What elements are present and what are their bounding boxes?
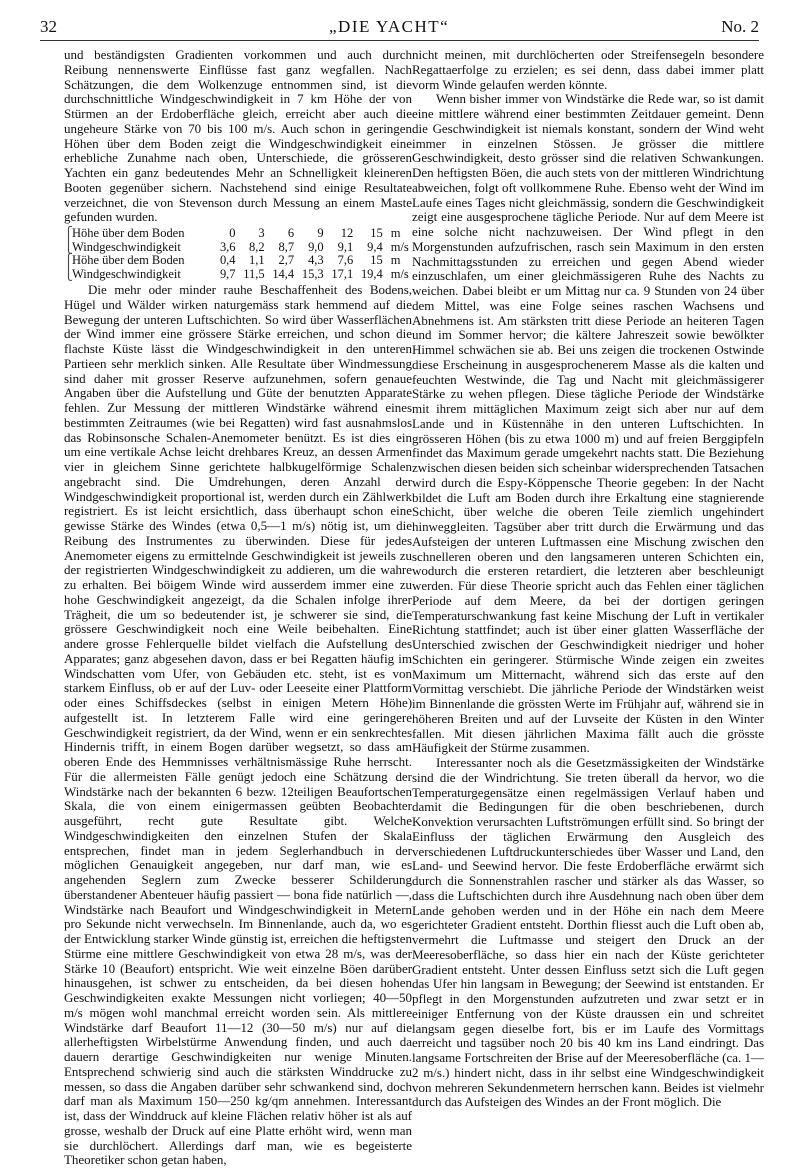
paragraph: Die mehr oder minder rauhe Beschaffenheit des Bodens, Hügel und Wälder wirken naturgemäss stark hemmend auf die Bewegung der unteren Luftschichten. So wird über Wasserflächen der Wind immer eine grössere Stärke erreichen, und schon die flachste Küste lässt die Windgeschwindigkeit in den unteren Partieen sehr merklich sinken. Alle Resultate über Windmessung sind daher mit grosser Reserve aufzunehmen, sofern genaue Angaben über die Aufstellung und Güte der benutzten Apparate fehlen. Zur Messung der mittleren Windstärke während eines bestimmten Zeitraumes (wie bei Regatten) wird fast ausnahmslos das Robinsonsche Schalen-Anemometer benützt. Es ist dies ein um eine vertikale Achse leicht drehbares Kreuz, an dessen Armen vier in gleichem Sinne gerichtete halbkugelförmige Schalen angebracht sind. Die Umdrehungen, deren Anzahl der Windgeschwindigkeit proportional ist, werden durch ein Zählwerk registriert. Es ist leicht ersichtlich, dass überhaupt schon eine gewisse Stärke des Windes (etwa 0,5—1 m/s) nötig ist, um die Reibung des Instrumentes zu überwinden. Diese für jedes Anemometer eigens zu ermittelnde Geschwindigkeit ist jeweils zu der registrierten Windgeschwindigkeit zu addieren, um die wahre zu erhalten. Bei böigem Winde wird ausserdem immer eine zu hohe Geschwindigkeit angezeigt, da die Schalen infolge ihrer Trägheit, die um so bedeutender ist, je schwerer sie sind, die grössere Geschwindigkeit noch eine Weile beibehalten. Eine andere grosse Fehlerquelle bildet vielfach die Aufstellung des Apparates; ganz abgesehen davon, dass er bei Regatten häufig im Windschatten vom Ufer, von Gebäuden etc. steht, ist es von starkem Einfluss, ob er auf der Luv- oder Leeseite einer Plattform oder eines Schiffsdeckes (selbst in einigen Metern Höhe) aufgestellt ist. In letzterem Falle wird eine geringere Geschwindigkeit registriert, da der Wind, wenn er ein senkrechtes Hindernis trifft, in einem Bogen darüber wegsetzt, so dass am oberen Ende des Hemmnisses verhältnismässige Ruhe herrscht. Für die allermeisten Fälle genügt jedoch eine Schätzung der Windstärke nach der bekannten 6 bezw. 12teiligen Beaufortschen Skala, die von einem einigermassen geübten Beobachter ausgeführt, recht gute Resultate gibt. Welche Windgeschwindigkeiten den einzelnen Stufen der Skala entsprechen, findet man in jedem Seglerhandbuch in der möglichen Genauigkeit angegeben, nur darf man, wie es angehenden Seglern zum Zwecke besserer Schilderung überstandener Abenteuer häufig passiert — bona fide natürlich —, Windstärke nach Beaufort und Windgeschwindigkeit in Metern pro Sekunde nicht verwechseln. Im Binnenlande, auch da, wo es der Entwicklung starker Winde günstig ist, erreichen die heftigsten Stürme eine mittlere Geschwindigkeit von etwa 28 m/s, was der Stärke 10 (Beaufort) entspricht. Wie weit einzelne Böen darüber hinausgehen, ist schwer zu entscheiden, da bei diesen hohen Geschwindigkeiten exakte Messungen nicht vorliegen; 40—50 m/s mögen wohl manchmal erreicht worden sein. Als mittlere Windstärke darf Beaufort 11—12 (30—50 m/s) nur auf die allerheftigsten Wirbelstürme Anwendung finden, und auch da dauern derartige Geschwindigkeiten nur wenige Minuten. Entsprechend schwierig sind auch die stärksten Winddrucke zu messen, so dass die Angaben darüber sehr schwankend sind, doch darf man als Maximum 150—250 kg/qm annehmen. Interessant ist, dass der Winddruck auf kleine Flächen relativ höher ist als auf grosse, weshalb der Druck auf eine Platte erhöht wird, wenn man sie durchlöchert. Allerdings darf man, wie es begeisterte Theoretiker schon getan haben, — [64, 282, 412, 1168]
left-column — [64, 48, 412, 1168]
paragraph: und beständigsten Gradienten vorkommen und auch durch Reibung nennenswerte Einflüsse fast ganz wegfallen. Nach Schätzungen, die dem Wolkenzuge entnommen sind, ist die durchschnittliche Windgeschwindigkeit in 7 km Höhe der von Stürmen an der Erdoberfläche gleich, erreicht aber auch die ungeheure Stärke von 70 bis 100 m/s. Auch schon in geringen Höhen über dem Boden zeigt die Windgeschwindigkeit eine erhebliche Zunahme nach oben, Unterschiede, die grösseren Yachten ein ganz bedeutendes Mehr an Schnelligkeit kleineren Booten gegenüber sichern. Nachstehend sind einige Resultate verzeichnet, die von Stevenson durch Messung an einem Maste gefunden wurden. — [64, 47, 412, 225]
brace-mark: ⎧ — [64, 226, 73, 240]
table-cell: 15 — [370, 226, 383, 240]
table-row — [64, 268, 412, 282]
brace-mark: ⎧ — [64, 253, 73, 267]
page-header — [40, 14, 759, 41]
table-unit: m/s — [390, 266, 409, 281]
table-cell: 14,4 — [272, 266, 295, 281]
table-row — [64, 254, 412, 268]
paragraph: Interessanter noch als die Gesetzmässigkeiten der Windstärke sind die der Windrichtung. Sie treten überall da hervor, wo die Temperaturgegensätze einen regelmässigen Verlauf haben und damit die Bedingungen für die oben beschriebenen, durch Konvektion verursachten Luftströmungen erfüllt sind. So bringt der Einfluss der täglichen Erwärmung den Ausgleich des verschiedenen Luftdruckunterschiedes über Wasser und Land, den Land- und Seewind hervor. Die feste Erdoberfläche erwärmt sich durch die Sonnenstrahlen rascher und stärker als das Wasser, so dass die Luftschichten durch ihre Ausdehnung nach oben über dem Lande gehoben werden und in der Höhe ein nach dem Meere gerichteter Gradient entsteht. Dorthin fliesst auch die Luft oben ab, vermehrt die Luftmasse und steigert den Druck an der Meeresoberfläche, so dass hier ein nach der Küste gerichteter Gradient entsteht. Unter dessen Einfluss setzt sich die Luft gegen das Ufer hin langsam in Bewegung; der Seewind ist entstanden. Er pflegt in den Morgenstunden aufzutreten und zwar setzt er in einiger Entfernung von der Küste draussen ein und schreitet langsam gegen dieselbe fort, bis er im Laufe des Vormittags erreicht und tagsüber noch 20 bis 40 km ins Land eindringt. Das langsame Fortschreiten der Brise auf der Meeresoberfläche (ca. 1—2 m/s.) hindert nicht, dass in ihr selbst eine Windgeschwindigkeit von mehreren Sekundenmetern herrschen kann. Beides ist vielmehr durch das Aufsteigen des Windes an der Front möglich. Die — [412, 755, 764, 1110]
table-cell: 9,1 — [337, 239, 354, 254]
table-cell: 12 — [340, 226, 354, 240]
table-row-label — [64, 254, 217, 268]
table-cell: 9,0 — [308, 239, 324, 254]
table-cell: 8,2 — [248, 239, 265, 254]
table-unit: m/s — [390, 239, 409, 254]
table-unit: m — [390, 253, 401, 267]
brace-mark: ⎩ — [64, 239, 73, 254]
table-cell: 6 — [287, 226, 295, 240]
table-row-label — [64, 241, 217, 255]
table-label-text: Höhe über dem Boden — [72, 253, 185, 267]
table-cell: 9 — [317, 226, 324, 240]
table-cell: 15 — [370, 253, 383, 267]
table-cell: 17,1 — [331, 266, 354, 281]
journal-title: „DIE YACHT“ — [329, 17, 450, 36]
brace-mark: ⎩ — [64, 266, 73, 281]
table-row-label — [64, 268, 217, 282]
table-row-label — [64, 227, 217, 241]
page-number: 32 — [40, 17, 57, 36]
table-cell: 0,4 — [219, 253, 236, 267]
table-row — [64, 241, 412, 255]
table-row — [64, 227, 412, 241]
table-cell: 9,4 — [367, 239, 383, 254]
table-label-text: Höhe über dem Boden — [72, 226, 185, 240]
paragraph: nicht meinen, mit durchlöcherten oder Streifensegeln besondere Regattaerfolge zu erzielen; es sei denn, dass dabei immer platt vorm Winde gelaufen werden könnte. — [412, 47, 764, 92]
table-unit: m — [390, 226, 401, 240]
table-cell: 3 — [258, 226, 265, 240]
table-label-text: Windgeschwindigkeit — [72, 239, 181, 254]
issue-number: No. 2 — [721, 17, 759, 36]
table-cell: 9,7 — [219, 266, 236, 281]
table-cell: 0 — [229, 226, 236, 240]
table-cell: 7,6 — [337, 253, 354, 267]
table-cell: 2,7 — [278, 253, 295, 267]
paragraph: Wenn bisher immer von Windstärke die Rede war, so ist damit eine mittlere während einer bestimmten Zeitdauer gemeint. Denn die Geschwindigkeit ist niemals konstant, sondern der Wind weht immer in einzelnen Stössen. Je grösser die mittlere Geschwindigkeit, desto grösser sind die relativen Schwankungen. Den heftigsten Böen, die auch stets von der mittleren Windrichtung abweichen, folgt oft vollkommene Ruhe. Ebenso weht der Wind im Laufe eines Tages nicht gleichmässig, sondern die Geschwindigkeit zeigt eine ausgesprochene tägliche Periode. Nur auf dem Meere ist eine solche nicht nachzuweisen. Der Wind pflegt in den Morgenstunden aufzufrischen, rasch sein Maximum in den ersten Nachmittagsstunden zu erreichen und gegen Abend wieder einzuschlafen, um einer gleichmässigeren Ruhe des Nachts zu weichen. Dabei bleibt er um Mittag nur ca. 9 Stunden von 24 über dem Mittel, was eine Folge seines raschen Wachsens und Abnehmens ist. Am stärksten tritt diese Periode an heiteren Tagen und im Sommer hervor; die kältere Jahreszeit sowie bewölkter Himmel schwächen sie ab. Bei uns zeigen die trockenen Ostwinde diese Erscheinung in ausgesprochenerem Masse als die kalten und feuchten Westwinde, die Tag und Nacht mit gleichmässigerer Stärke zu wehen pflegen. Diese tägliche Periode der Windstärke mit ihrem mittäglichen Maximum zeigt sich aber nur auf dem Lande und in Küstennähe in den unteren Luftschichten. In grösseren Höhen (bis zu etwa 1000 m) und auf freien Berggipfeln findet das Maximum gerade umgekehrt nachts statt. Die Beziehung zwischen diesen beiden sich scheinbar widersprechenden Tatsachen wird durch die Espy-Köppensche Theorie gegeben: In der Nacht bildet die Luft am Boden durch ihre Erkaltung eine stagnierende Schicht, über welche die oberen Teile ziemlich ungehindert hinweggleiten. Tagsüber aber tritt durch die Erwärmung und das Aufsteigen der unteren Luftmassen eine Mischung zwischen den schnelleren oberen und den langsameren unteren Schichten ein, wodurch die ersteren retardiert, die letzteren aber beschleunigt werden. Für diese Theorie spricht auch das Fehlen einer täglichen Periode auf dem Meere, da bei der dortigen geringen Temperaturschwankung fast keine Mischung der Luft in vertikaler Richtung stattfindet; auch ist über einer glatten Wasserfläche der Unterschied zwischen der Geschwindigkeit niedriger und hoher Schichten ein geringerer. Stürmische Winde zeigen ein zweites Maximum um Mitternacht, während sich das erste auf den Vormittag verschiebt. Die jährliche Periode der Windstärken weist im Binnenlande die grössten Werte im Frühjahr auf, während sie in höheren Breiten und auf der Luvseite der Küsten in den Winter fallen. Mit diesen jährlichen Maxima fällt auch die grösste Häufigkeit der Stürme zusammen. — [412, 91, 764, 756]
table-cell: 15,3 — [301, 266, 324, 281]
right-column — [412, 48, 764, 1110]
table-cell: 8,7 — [278, 239, 295, 254]
table-cell: 3,6 — [219, 239, 236, 254]
table-label-text: Windgeschwindigkeit — [72, 266, 181, 281]
table-cell: 11,5 — [243, 266, 265, 281]
table-cell: 19,4 — [360, 266, 383, 281]
table-cell: 4,3 — [308, 253, 324, 267]
stevenson-wind-table — [64, 227, 412, 281]
table-cell: 1,1 — [248, 253, 265, 267]
